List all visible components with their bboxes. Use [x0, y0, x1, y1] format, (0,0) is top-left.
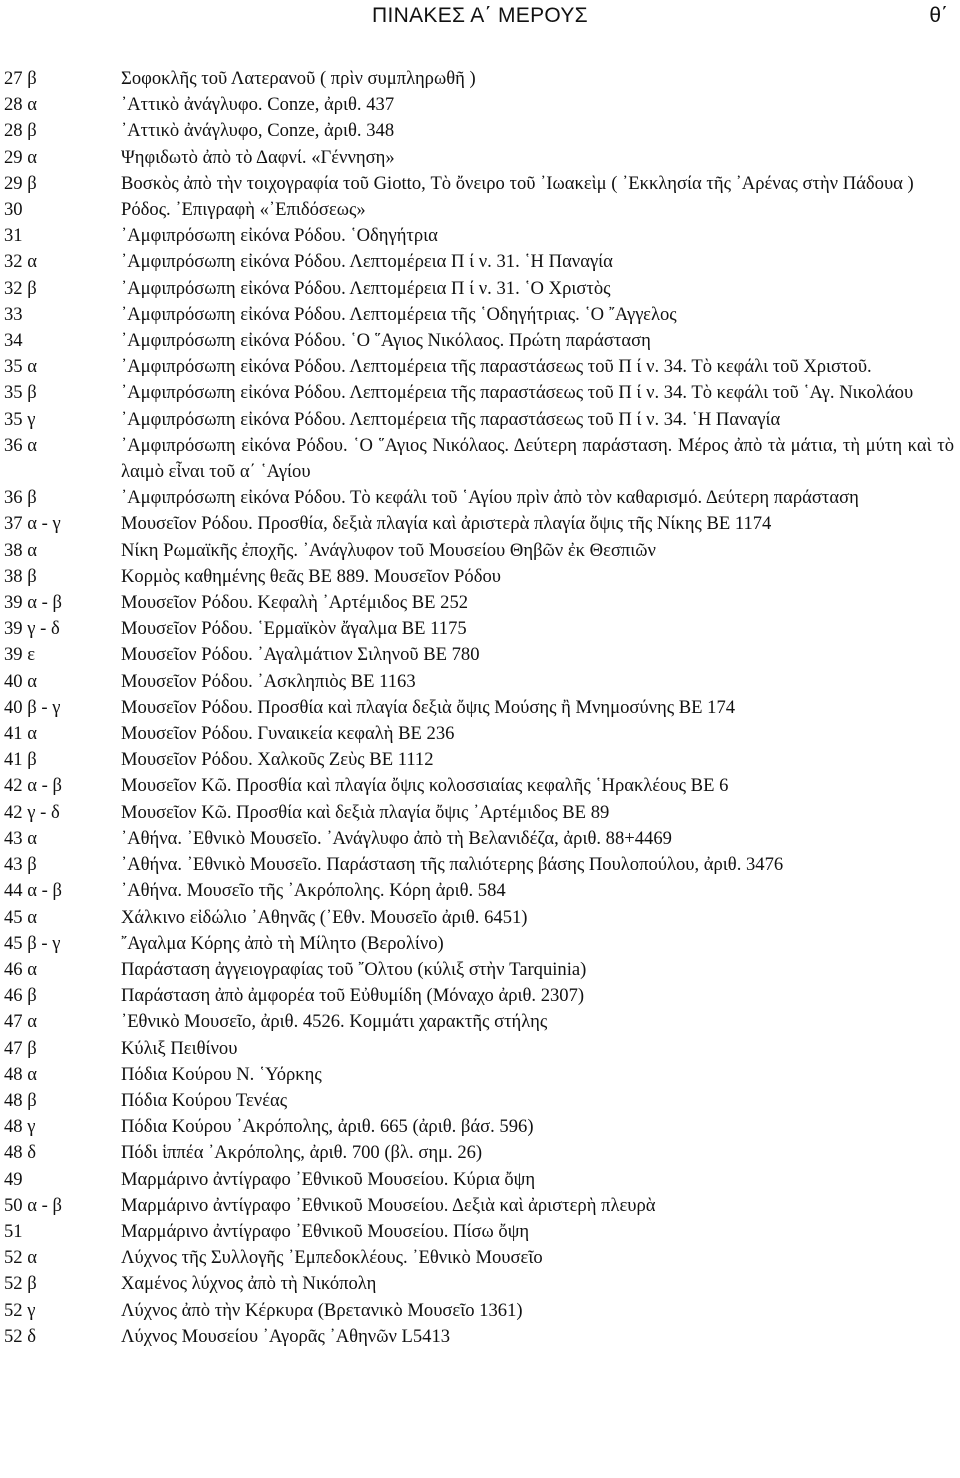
plate-number: 50 α - β: [4, 1194, 62, 1216]
list-item: [0, 616, 960, 642]
page-number: θ΄: [929, 4, 948, 27]
plate-number: 48 γ: [4, 1116, 36, 1138]
plate-caption: ῎Αγαλμα Κόρης ἀπὸ τὴ Μίλητο (Βερολίνο): [121, 932, 444, 954]
plate-number: 36 β: [4, 487, 37, 509]
plate-caption: ᾿Αθήνα. Μουσεῖο τῆς ᾿Ακρόπολης. Κόρη ἀριθ. 584: [121, 880, 506, 902]
list-item: [0, 1009, 960, 1035]
list-item: [0, 1298, 960, 1324]
plate-caption: Παράσταση ἀγγειογραφίας τοῦ ῎Ολτου (κύλιξ στὴν Tarquinia): [121, 958, 587, 980]
plate-caption: ᾿Αμφιπρόσωπη εἰκόνα Ρόδου. ῾Οδηγήτρια: [121, 225, 438, 247]
plate-caption: ᾿Αμφιπρόσωπη εἰκόνα Ρόδου. Λεπτομέρεια τῆς παραστάσεως τοῦ Π ί ν. 34. Τὸ κεφάλι τοῦ Χριστοῦ.: [121, 356, 872, 378]
plate-number: 51: [4, 1220, 23, 1242]
list-item: [0, 433, 960, 485]
plate-caption: Βοσκὸς ἀπὸ τὴν τοιχογραφία τοῦ Giotto, Τὸ ὄνειρο τοῦ ᾿Ιωακεὶμ ( ᾿Εκκλησία τῆς ᾿Αρένας στὴν Πάδουα ): [121, 172, 914, 194]
plate-caption: ᾿Αμφιπρόσωπη εἰκόνα Ρόδου. Λεπτομέρεια Π ί ν. 31. ῾Η Παναγία: [121, 251, 613, 273]
plate-caption: ᾿Αμφιπρόσωπη εἰκόνα Ρόδου. ῾Ο ῞Αγιος Νικόλαος. Δεύτερη παράσταση. Μέρος ἀπὸ τὰ μάτια, τὴ μύτη καὶ τὸ λαιμὸ εἶναι τοῦ α΄ ῾Αγίου: [121, 434, 954, 483]
list-item: [0, 878, 960, 904]
list-item: [0, 1193, 960, 1219]
plate-number: 29 β: [4, 172, 37, 194]
plate-number: 35 γ: [4, 408, 36, 430]
plate-number: 36 α: [4, 434, 37, 456]
list-item: [0, 249, 960, 275]
plate-number: 43 α: [4, 827, 37, 849]
plate-number: 39 α - β: [4, 592, 62, 614]
list-item: [0, 669, 960, 695]
list-item: [0, 354, 960, 380]
list-item: [0, 302, 960, 328]
plate-caption: ᾿Εθνικὸ Μουσεῖο, ἀριθ. 4526. Κομμάτι χαρακτῆς στήλης: [121, 1011, 548, 1033]
list-item: [0, 1140, 960, 1166]
list-item: [0, 642, 960, 668]
plate-number: 41 β: [4, 749, 37, 771]
plate-number: 45 β - γ: [4, 932, 61, 954]
plate-number: 40 α: [4, 670, 37, 692]
plate-caption: Πόδια Κούρου Ν. ῾Υόρκης: [121, 1063, 322, 1085]
list-item: [0, 1062, 960, 1088]
plate-caption: Πόδια Κούρου Τενέας: [121, 1089, 288, 1111]
list-item: [0, 773, 960, 799]
plate-caption: Πόδια Κούρου ᾿Ακρόπολης, ἀριθ. 665 (ἀριθ. βάσ. 596): [121, 1116, 534, 1138]
plate-caption: Μουσεῖον Ρόδου. ῾Ερμαϊκὸν ἄγαλμα ΒΕ 1175: [121, 618, 467, 640]
plate-caption: ᾿Αμφιπρόσωπη εἰκόνα Ρόδου. Λεπτομέρεια τῆς παραστάσεως τοῦ Π ί ν. 34. Τὸ κεφάλι τοῦ ῾Αγ. Νικολάου: [121, 382, 914, 404]
plate-number: 42 α - β: [4, 775, 62, 797]
plate-number: 45 α: [4, 906, 37, 928]
plate-number: 28 α: [4, 94, 37, 116]
list-item: [0, 747, 960, 773]
list-item: [0, 380, 960, 406]
plate-caption: Μαρμάρινο ἀντίγραφο ᾿Εθνικοῦ Μουσείου. Κύρια ὄψη: [121, 1168, 536, 1190]
plate-number: 30: [4, 199, 23, 221]
plate-number: 33: [4, 303, 23, 325]
list-item: [0, 1036, 960, 1062]
plate-number: 32 α: [4, 251, 37, 273]
plate-caption: Λύχνος τῆς Συλλογῆς ᾿Εμπεδοκλέους. ᾿Εθνικὸ Μουσεῖο: [121, 1247, 543, 1269]
plate-number: 31: [4, 225, 23, 247]
plate-number: 39 ε: [4, 644, 36, 666]
list-item: [0, 66, 960, 92]
plate-number: 42 γ - δ: [4, 801, 60, 823]
plate-number: 48 β: [4, 1089, 37, 1111]
list-item: [0, 223, 960, 249]
plate-caption: Μουσεῖον Ρόδου. Χαλκοῦς Ζεὺς ΒΕ 1112: [121, 749, 434, 771]
plate-number: 32 β: [4, 277, 37, 299]
list-item: [0, 905, 960, 931]
plate-number: 38 β: [4, 565, 37, 587]
plate-caption: Μαρμάρινο ἀντίγραφο ᾿Εθνικοῦ Μουσείου. Δεξιὰ καὶ ἀριστερὴ πλευρὰ: [121, 1194, 656, 1216]
list-item: [0, 590, 960, 616]
list-item: [0, 1324, 960, 1350]
plate-number: 46 α: [4, 958, 37, 980]
plate-number: 27 β: [4, 68, 37, 89]
list-item: [0, 1088, 960, 1114]
list-item: [0, 276, 960, 302]
plate-caption: Μαρμάρινο ἀντίγραφο ᾿Εθνικοῦ Μουσείου. Πίσω ὄψη: [121, 1220, 530, 1242]
list-item: [0, 485, 960, 511]
plate-caption: ᾿Αμφιπρόσωπη εἰκόνα Ρόδου. Λεπτομέρεια Π ί ν. 31. ῾Ο Χριστὸς: [121, 277, 611, 299]
list-item: [0, 511, 960, 537]
plate-number: 52 α: [4, 1247, 37, 1269]
plate-caption: Παράσταση ἀπὸ ἀμφορέα τοῦ Εὐθυμίδη (Μόναχο ἀριθ. 2307): [121, 985, 585, 1007]
plate-caption: Χαμένος λύχνος ἀπὸ τὴ Νικόπολη: [121, 1273, 377, 1295]
plate-caption: Κύλιξ Πειθίνου: [121, 1037, 238, 1059]
plate-caption: Ρόδος. ᾿Επιγραφὴ «᾿Επιδόσεως»: [121, 199, 366, 221]
plate-caption: ᾿Αττικὸ ἀνάγλυφο. Conze, ἀριθ. 437: [121, 94, 395, 116]
list-item: [0, 92, 960, 118]
plate-number: 40 β - γ: [4, 696, 61, 718]
list-item: [0, 983, 960, 1009]
plate-caption: Νίκη Ρωμαϊκῆς ἐποχῆς. ᾿Ανάγλυφον τοῦ Μουσείου Θηβῶν ἐκ Θεσπιῶν: [121, 539, 656, 561]
plate-caption: ᾿Αμφιπρόσωπη εἰκόνα Ρόδου. Λεπτομέρεια τῆς παραστάσεως τοῦ Π ί ν. 34. ῾Η Παναγία: [121, 408, 781, 430]
plate-number: 41 α: [4, 723, 37, 745]
list-item: [0, 721, 960, 747]
list-item: [0, 695, 960, 721]
plate-number: 34: [4, 330, 23, 352]
plate-caption: Λύχνος ἀπὸ τὴν Κέρκυρα (Βρετανικὸ Μουσεῖο 1361): [121, 1299, 523, 1321]
plate-caption: Μουσεῖον Κῶ. Προσθία καὶ πλαγία ὄψις κολοσσιαίας κεφαλῆς ῾Ηρακλέους ΒΕ 6: [121, 775, 729, 797]
plate-caption: ᾿Αθήνα. ᾿Εθνικὸ Μουσεῖο. Παράσταση τῆς παλιότερης βάσης Πουλοπούλου, ἀριθ. 3476: [121, 854, 784, 876]
list-item: [0, 800, 960, 826]
plate-number: 29 α: [4, 146, 37, 168]
list-item: [0, 118, 960, 144]
list-item: [0, 171, 960, 197]
plate-caption: Μουσεῖον Ρόδου. Προσθία, δεξιὰ πλαγία καὶ ἀριστερὰ πλαγία ὄψις τῆς Νίκης ΒΕ 1174: [121, 513, 772, 535]
list-item: [0, 1167, 960, 1193]
plate-number: 46 β: [4, 985, 37, 1007]
list-item: [0, 957, 960, 983]
plate-caption: Κορμὸς καθημένης θεᾶς ΒΕ 889. Μουσεῖον Ρόδου: [121, 565, 501, 587]
plate-number: 48 α: [4, 1063, 37, 1085]
plate-number: 52 δ: [4, 1325, 37, 1347]
plate-number: 38 α: [4, 539, 37, 561]
plate-caption: Μουσεῖον Ρόδου. Προσθία καὶ πλαγία δεξιὰ ὄψις Μούσης ἢ Μνημοσύνης ΒΕ 174: [121, 696, 736, 718]
plate-number: 28 β: [4, 120, 37, 142]
plate-number: 47 α: [4, 1011, 37, 1033]
plate-number: 39 γ - δ: [4, 618, 60, 640]
list-item: [0, 826, 960, 852]
plate-caption: ᾿Αττικὸ ἀνάγλυφο, Conze, ἀριθ. 348: [121, 120, 395, 142]
plate-caption: Μουσεῖον Ρόδου. ᾿Αγαλμάτιον Σιληνοῦ ΒΕ 780: [121, 644, 480, 666]
plate-number: 48 δ: [4, 1142, 37, 1164]
list-item: [0, 197, 960, 223]
plate-caption: Χάλκινο εἰδώλιο ᾿Αθηνᾶς (᾿Εθν. Μουσεῖο ἀριθ. 6451): [121, 906, 528, 928]
plates-list: [0, 66, 960, 1350]
list-item: [0, 1245, 960, 1271]
plate-caption: ᾿Αμφιπρόσωπη εἰκόνα Ρόδου. Τὸ κεφάλι τοῦ ῾Αγίου πρὶν ἀπὸ τὸν καθαρισμό. Δεύτερη παράσταση: [121, 487, 859, 509]
list-item: [0, 538, 960, 564]
plate-number: 47 β: [4, 1037, 37, 1059]
plate-number: 49: [4, 1168, 23, 1190]
list-item: [0, 328, 960, 354]
plate-caption: ᾿Αμφιπρόσωπη εἰκόνα Ρόδου. ῾Ο ῞Αγιος Νικόλαος. Πρώτη παράσταση: [121, 330, 651, 352]
list-item: [0, 564, 960, 590]
plate-caption: Λύχνος Μουσείου ᾿Αγορᾶς ᾿Αθηνῶν L5413: [121, 1325, 451, 1347]
plate-number: 52 γ: [4, 1299, 36, 1321]
plate-number: 52 β: [4, 1273, 37, 1295]
list-item: [0, 1114, 960, 1140]
plate-caption: Μουσεῖον Ρόδου. ᾿Ασκληπιὸς ΒΕ 1163: [121, 670, 416, 692]
plate-caption: Πόδι ἱππέα ᾿Ακρόπολης, ἀριθ. 700 (βλ. σημ. 26): [121, 1142, 483, 1164]
plate-caption: Μουσεῖον Κῶ. Προσθία καὶ δεξιὰ πλαγία ὄψις ᾿Αρτέμιδος ΒΕ 89: [121, 801, 610, 823]
plate-caption: Ψηφιδωτὸ ἀπὸ τὸ Δαφνί. «Γέννηση»: [121, 146, 395, 168]
plate-number: 35 α: [4, 356, 37, 378]
plate-caption: Μουσεῖον Ρόδου. Κεφαλὴ ᾿Αρτέμιδος ΒΕ 252: [121, 592, 469, 614]
plate-caption: Σοφοκλῆς τοῦ Λατερανοῦ ( πρὶν συμπληρωθῆ ): [121, 68, 476, 89]
plate-caption: ᾿Αθήνα. ᾿Εθνικὸ Μουσεῖο. ᾿Ανάγλυφο ἀπὸ τὴ Βελανιδέζα, ἀριθ. 88+4469: [121, 827, 672, 849]
list-item: [0, 931, 960, 957]
list-item: [0, 1219, 960, 1245]
plate-caption: ᾿Αμφιπρόσωπη εἰκόνα Ρόδου. Λεπτομέρεια τῆς ῾Οδηγήτριας. ῾Ο ῎Αγγελος: [121, 303, 677, 325]
plate-caption: Μουσεῖον Ρόδου. Γυναικεία κεφαλὴ ΒΕ 236: [121, 723, 455, 745]
list-item: [0, 145, 960, 171]
plate-number: 35 β: [4, 382, 37, 404]
plate-number: 43 β: [4, 854, 37, 876]
list-item: [0, 407, 960, 433]
page-header: [0, 0, 960, 40]
list-item: [0, 852, 960, 878]
running-title: ΠΙΝΑΚΕΣ Α΄ ΜΕΡΟΥΣ: [372, 4, 588, 27]
plate-number: 37 α - γ: [4, 513, 61, 535]
list-item: [0, 1271, 960, 1297]
plate-number: 44 α - β: [4, 880, 62, 902]
